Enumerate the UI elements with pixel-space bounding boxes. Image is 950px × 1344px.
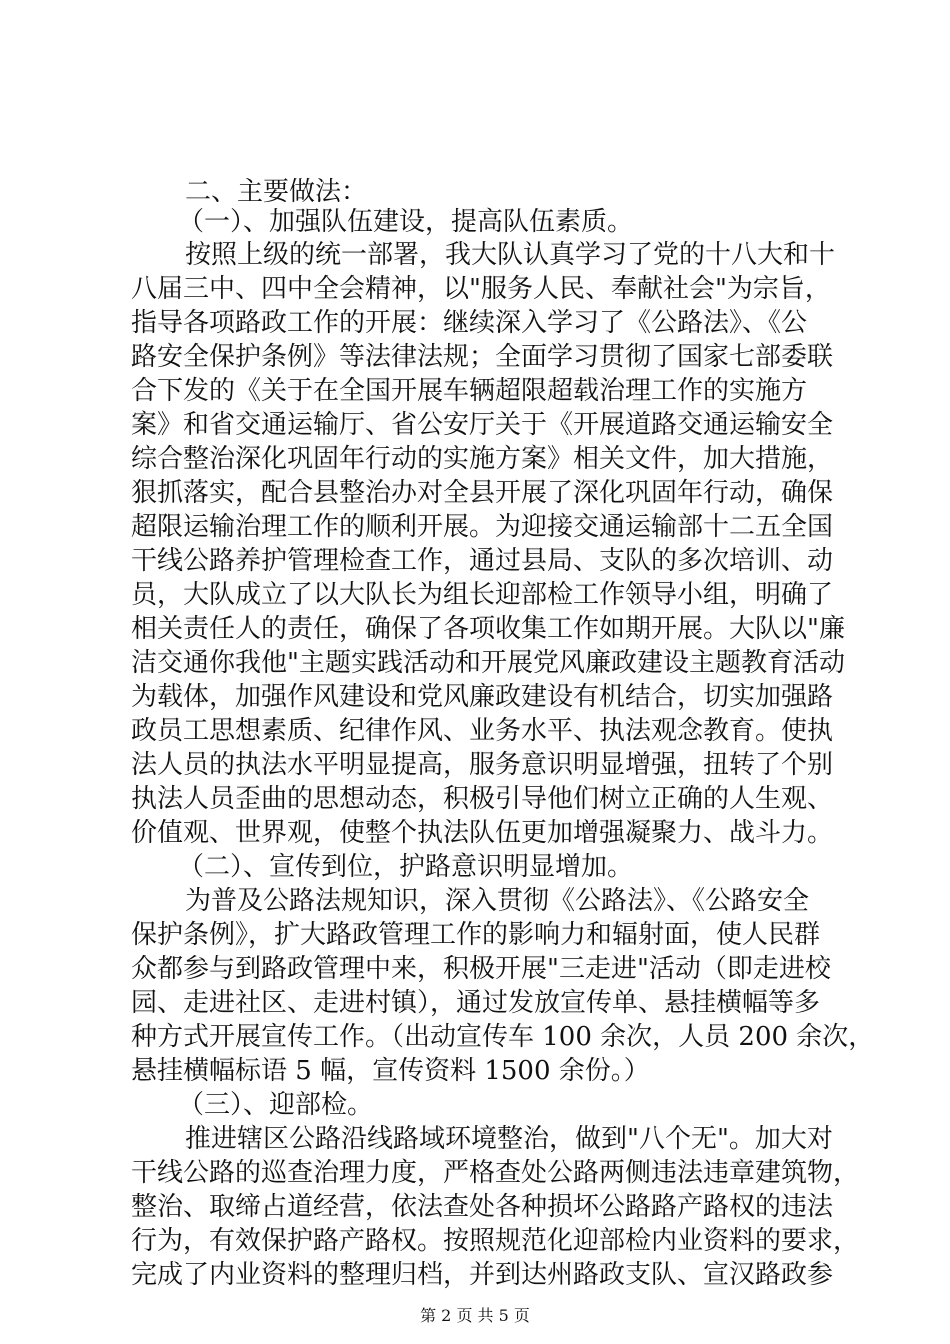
paragraph-line: 种方式开展宣传工作。（出动宣传车 100 余次，人员 200 余次，	[131, 1022, 875, 1052]
paragraph-line: 推进辖区公路沿线路域环境整治，做到"八个无"。加大对	[185, 1124, 833, 1154]
paragraph-line: 洁交通你我他"主题实践活动和开展党风廉政建设主题教育活动	[131, 648, 845, 678]
paragraph-line: 相关责任人的责任，确保了各项收集工作如期开展。大队以"廉	[131, 614, 845, 644]
paragraph-line: 保护条例》，扩大路政管理工作的影响力和辐射面，使人民群	[131, 920, 821, 950]
paragraph-line: 狠抓落实，配合县整治办对全县开展了深化巩固年行动，确保	[131, 478, 834, 508]
paragraph-line: 政员工思想素质、纪律作风、业务水平、执法观念教育。使执	[131, 716, 834, 746]
paragraph-line: 完成了内业资料的整理归档，并到达州路政支队、宣汉路政参	[131, 1260, 834, 1290]
paragraph-line: 为载体，加强作风建设和党风廉政建设有机结合，切实加强路	[131, 682, 834, 712]
subsection-heading: （三）、迎部检。	[178, 1090, 374, 1120]
paragraph-line: 悬挂横幅标语 5 幅，宣传资料 1500 余份。）	[131, 1056, 650, 1086]
paragraph-line: 案》和省交通运输厅、省公安厅关于《开展道路交通运输安全	[131, 410, 834, 440]
paragraph-line: 众都参与到路政管理中来，积极开展"三走进"活动（即走进校	[131, 954, 831, 984]
paragraph-line: 干线公路的巡查治理力度，严格查处公路两侧违法违章建筑物，	[131, 1158, 860, 1188]
paragraph-line: 法人员的执法水平明显提高，服务意识明显增强，扭转了个别	[131, 750, 834, 780]
subsection-heading: （一）、加强队伍建设，提高队伍素质。	[178, 207, 634, 237]
paragraph-line: 干线公路养护管理检查工作，通过县局、支队的多次培训、动	[131, 546, 834, 576]
subsection-heading: （二）、宣传到位，护路意识明显增加。	[178, 852, 634, 882]
paragraph-line: 整治、取缔占道经营，依法查处各种损坏公路路产路权的违法	[131, 1192, 834, 1222]
page-number-footer: 第 2 页 共 5 页	[420, 1306, 530, 1325]
paragraph-line: 指导各项路政工作的开展：继续深入学习了《公路法》、《公	[131, 308, 808, 338]
paragraph-line: 行为，有效保护路产路权。按照规范化迎部检内业资料的要求，	[131, 1226, 860, 1256]
paragraph-line: 路安全保护条例》等法律法规；全面学习贯彻了国家七部委联	[131, 342, 834, 372]
paragraph-line: 综合整治深化巩固年行动的实施方案》相关文件，加大措施，	[131, 444, 834, 474]
paragraph-line: 超限运输治理工作的顺利开展。为迎接交通运输部十二五全国	[131, 512, 834, 542]
paragraph-line: 为普及公路法规知识，深入贯彻《公路法》、《公路安全	[185, 886, 810, 916]
paragraph-line: 合下发的《关于在全国开展车辆超限超载治理工作的实施方	[131, 376, 808, 406]
section-heading: 二、主要做法：	[185, 177, 368, 207]
paragraph-line: 八届三中、四中全会精神，以"服务人民、奉献社会"为宗旨，	[131, 274, 831, 304]
paragraph-line: 员，大队成立了以大队长为组长迎部检工作领导小组，明确了	[131, 580, 834, 610]
paragraph-line: 价值观、世界观，使整个执法队伍更加增强凝聚力、战斗力。	[131, 818, 834, 848]
paragraph-line: 执法人员歪曲的思想动态，积极引导他们树立正确的人生观、	[131, 784, 834, 814]
paragraph-line: 园、走进社区、走进村镇），通过发放宣传单、悬挂横幅等多	[131, 988, 821, 1018]
paragraph-line: 按照上级的统一部署，我大队认真学习了党的十八大和十	[185, 240, 836, 270]
